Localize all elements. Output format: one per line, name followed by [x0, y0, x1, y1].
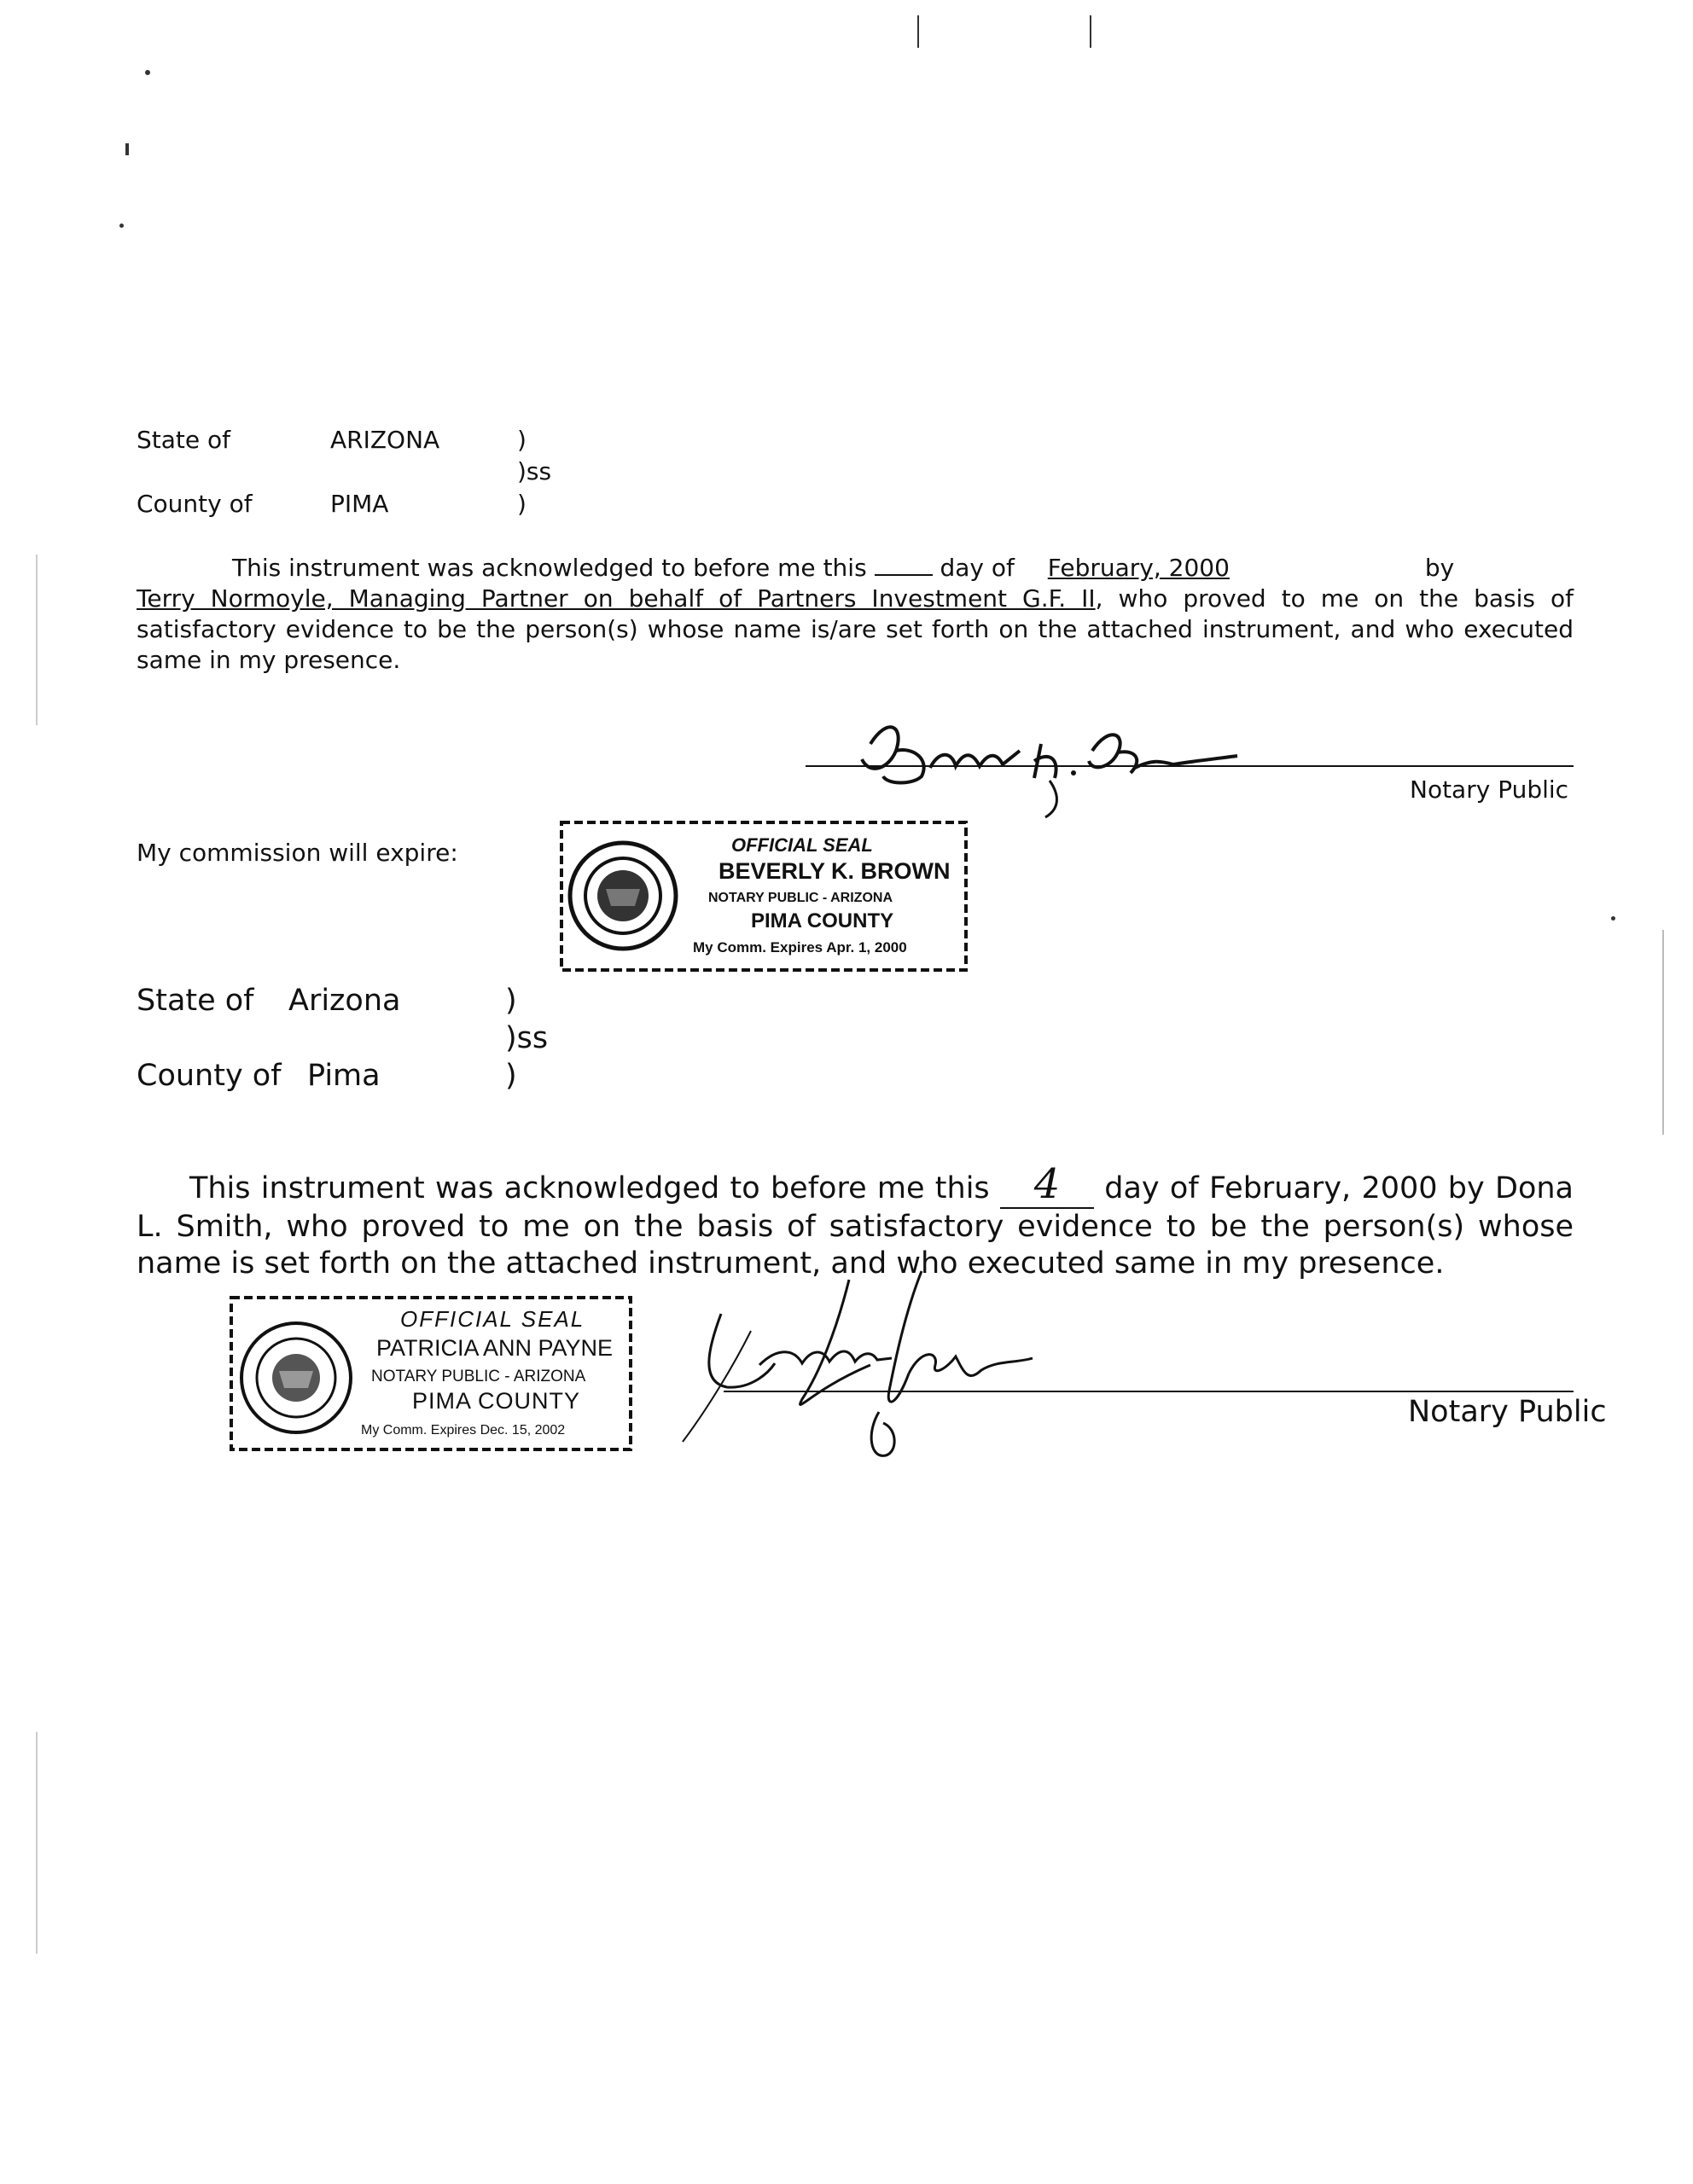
signature-beverly-brown — [836, 700, 1314, 819]
scan-dot — [125, 143, 129, 155]
scan-dot — [1611, 916, 1615, 921]
seal-line-2: BEVERLY K. BROWN — [719, 858, 951, 884]
seal-line-2: PATRICIA ANN PAYNE — [376, 1335, 614, 1361]
paren-open: ) — [505, 984, 517, 1018]
commission-expire-label: My commission will expire: — [137, 839, 458, 867]
ack-text-a: This instrument was acknowledged to before me this — [189, 1171, 990, 1205]
scan-dot — [119, 224, 124, 228]
paren-close: ) — [517, 490, 527, 518]
ack-text-a: This instrument was acknowledged to before me this — [232, 554, 867, 582]
seal-line-4: PIMA COUNTY — [751, 909, 894, 932]
seal-line-5: My Comm. Expires Apr. 1, 2000 — [693, 939, 907, 956]
scan-edge — [1662, 930, 1664, 1135]
seal-line-3: NOTARY PUBLIC - ARIZONA — [371, 1368, 586, 1385]
ss-label: )ss — [517, 457, 552, 485]
signature-line-1 — [806, 765, 1574, 767]
county-label: County of — [137, 490, 253, 518]
grantor-name: Terry Normoyle, Managing Partner on behalf of Partners Investment G.F. II — [137, 584, 1096, 613]
paren-close: ) — [505, 1059, 517, 1093]
notary-public-label-1: Notary Public — [1410, 775, 1569, 804]
signature-patricia-payne — [674, 1263, 1084, 1467]
state-label: State of — [137, 426, 231, 454]
county-value: PIMA — [330, 490, 389, 518]
official-seal-patricia-payne — [226, 1292, 636, 1455]
state-value: ARIZONA — [330, 426, 440, 454]
scan-dot — [145, 70, 150, 75]
scan-edge — [36, 1732, 38, 1954]
seal-line-3: NOTARY PUBLIC - ARIZONA — [708, 891, 893, 905]
state-label: State of — [137, 984, 254, 1018]
notary-public-label-2: Notary Public — [1408, 1395, 1607, 1429]
scan-edge — [36, 555, 38, 725]
seal-line-1: OFFICIAL SEAL — [731, 834, 873, 856]
day-blank — [875, 574, 933, 576]
seal-line-1: OFFICIAL SEAL — [400, 1306, 585, 1332]
scan-mark — [1090, 15, 1091, 48]
scan-mark — [917, 15, 919, 48]
date-value: February, 2000 — [1047, 554, 1230, 582]
official-seal-beverly-brown — [556, 817, 971, 975]
county-value: Pima — [307, 1059, 381, 1093]
county-label: County of — [137, 1059, 282, 1093]
state-value: Arizona — [288, 984, 401, 1018]
signature-line-2 — [724, 1391, 1574, 1392]
ack-text-b: day of February, 2000 by Dona L. Smith, who proved to me on the basis of satisfactory evidence to be the person(s) whose name is set forth on the attached instrument, and who executed same in my presence. — [137, 1171, 1574, 1281]
paren-open: ) — [517, 426, 527, 454]
acknowledgment-paragraph — [137, 553, 1574, 676]
ack-text-d: , who proved to me on the basis of satisfactory evidence to be the person(s) whose name is/are set forth on the attached instrument, and who executed same in my presence. — [137, 584, 1574, 674]
seal-line-4: PIMA COUNTY — [412, 1388, 581, 1414]
ss-label: )ss — [505, 1021, 549, 1055]
ack-text-c: by — [1424, 554, 1455, 582]
ack-text-b: day of — [940, 554, 1015, 582]
seal-line-5: My Comm. Expires Dec. 15, 2002 — [361, 1423, 566, 1438]
day-value: 4 — [1000, 1169, 1094, 1209]
